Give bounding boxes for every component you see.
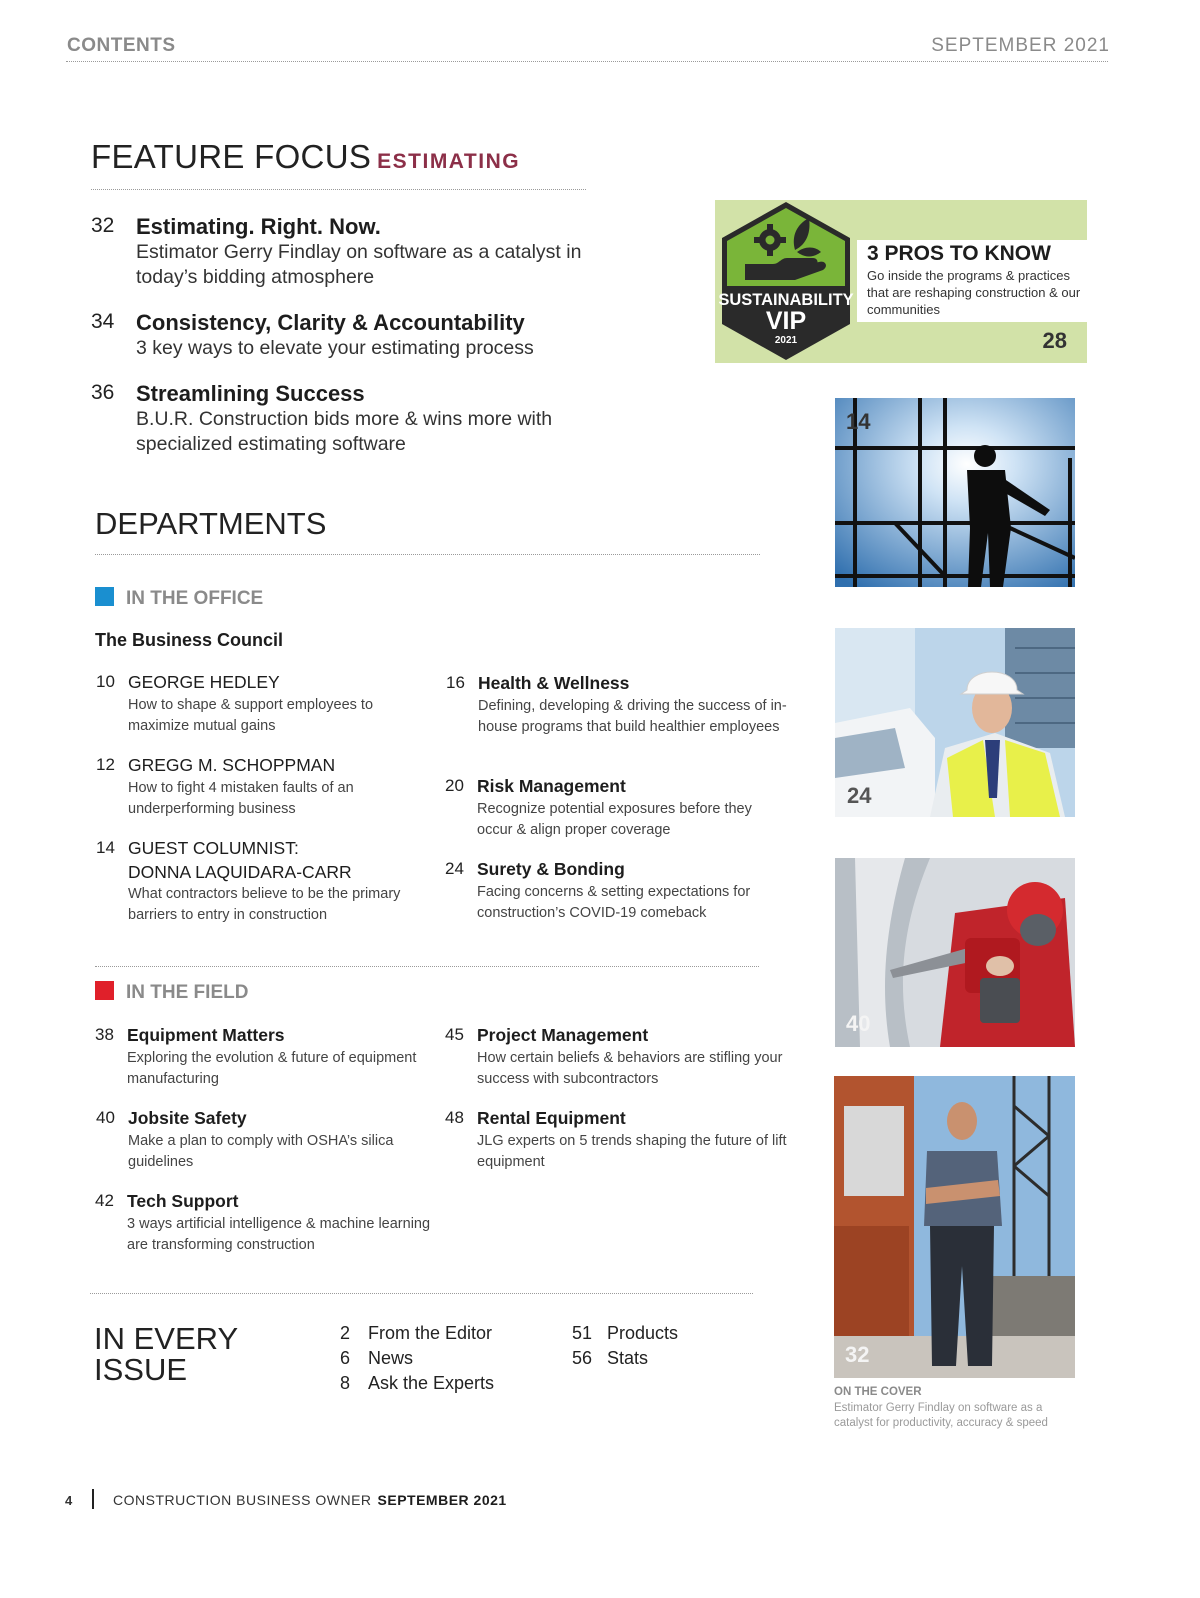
office-color-square — [95, 587, 114, 606]
feature-focus-label: FEATURE FOCUS — [91, 138, 372, 175]
feature-divider — [91, 189, 586, 190]
photo-page: 32 — [845, 1342, 870, 1367]
iei-line1: IN EVERY — [94, 1321, 239, 1356]
entry-page: 12 — [96, 755, 115, 774]
entry-desc: JLG experts on 5 trends shaping the future of lift equipment — [477, 1133, 787, 1170]
entry-title: Equipment Matters — [127, 1025, 285, 1045]
feature-desc: 3 key ways to elevate your estimating process — [136, 337, 534, 359]
entry-page: 16 — [446, 673, 465, 692]
departments-heading: DEPARTMENTS — [95, 506, 327, 541]
office-section-label: IN THE OFFICE — [126, 588, 264, 609]
field-section-label: IN THE FIELD — [126, 982, 249, 1003]
business-council-title: The Business Council — [95, 630, 284, 650]
entry-page: 14 — [96, 838, 115, 857]
cover-estimator-photo[interactable] — [834, 1076, 1075, 1378]
entry-desc: Facing concerns & setting expectations for construction’s COVID-19 comeback — [477, 884, 751, 921]
entry-title: GUEST COLUMNIST: — [128, 838, 299, 858]
iei-page: 56 — [572, 1348, 593, 1368]
iei-item[interactable] — [340, 1348, 413, 1369]
entry-page: 24 — [445, 859, 464, 878]
entry-title: Rental Equipment — [477, 1108, 626, 1128]
feature-page: 32 — [91, 214, 115, 237]
entry-title: Health & Wellness — [478, 673, 630, 693]
sustainability-promo[interactable] — [715, 200, 1087, 363]
promo-desc: Go inside the programs & practices that are reshaping construction & our communities — [867, 268, 1081, 317]
entry-page: 45 — [445, 1025, 464, 1044]
footer-publication — [113, 1492, 507, 1508]
feature-focus-heading — [91, 138, 520, 176]
entry-title: Tech Support — [127, 1191, 239, 1211]
cover-photo-icon — [834, 1076, 1075, 1378]
scaffold-photo-icon — [835, 398, 1075, 587]
footer-issue: SEPTEMBER 2021 — [377, 1492, 507, 1508]
feature-desc: B.U.R. Construction bids more & wins more with specialized estimating software — [136, 408, 553, 455]
entry-desc: 3 ways artificial intelligence & machine learning are transforming construction — [127, 1216, 431, 1253]
iei-title: Stats — [607, 1348, 649, 1368]
iei-title: From the Editor — [368, 1323, 493, 1343]
drill-photo-icon — [835, 858, 1075, 1047]
promo-title: 3 PROS TO KNOW — [867, 242, 1051, 265]
promo-page: 28 — [1042, 328, 1067, 353]
field-issue-divider — [90, 1293, 753, 1294]
entry-title: GREGG M. SCHOPPMAN — [128, 755, 336, 775]
feature-title: Streamlining Success — [136, 381, 365, 406]
entry-title: GEORGE HEDLEY — [128, 672, 280, 692]
footer-divider — [92, 1489, 94, 1509]
iei-title: News — [368, 1348, 414, 1368]
badge-year: 2021 — [774, 335, 798, 346]
badge-line2: VIP — [765, 307, 807, 335]
photo-page: 24 — [847, 783, 872, 808]
on-the-cover-label: ON THE COVER — [834, 1386, 922, 1398]
entry-page: 42 — [95, 1191, 114, 1210]
entry-page: 40 — [96, 1108, 115, 1127]
iei-page: 6 — [340, 1348, 351, 1368]
section-header: CONTENTS — [67, 35, 176, 56]
entry-page: 48 — [445, 1108, 464, 1127]
entry-page: 20 — [445, 776, 464, 795]
entry-title: Surety & Bonding — [477, 859, 625, 879]
iei-page: 8 — [340, 1373, 351, 1393]
departments-divider — [95, 554, 760, 555]
badge-line1: SUSTAINABILITY — [718, 291, 854, 309]
feature-desc: Estimator Gerry Findlay on software as a catalyst in today’s bidding atmosphere — [136, 241, 582, 288]
scaffold-worker-photo[interactable] — [835, 398, 1075, 587]
entry-title: Jobsite Safety — [128, 1108, 247, 1128]
office-field-divider — [95, 966, 759, 967]
entry-desc: Exploring the evolution & future of equipment manufacturing — [127, 1050, 417, 1087]
feature-page: 36 — [91, 381, 115, 404]
entry-desc: Defining, developing & driving the success of in-house programs that build healthier employees — [478, 698, 787, 735]
iei-item[interactable] — [572, 1348, 648, 1369]
entry-desc: What contractors believe to be the primary barriers to entry in construction — [128, 886, 401, 923]
photo-page: 40 — [846, 1011, 871, 1036]
iei-item[interactable] — [572, 1323, 678, 1344]
entry-title-line2: DONNA LAQUIDARA-CARR — [128, 862, 352, 882]
feature-page: 34 — [91, 310, 115, 333]
iei-page: 2 — [340, 1323, 351, 1343]
footer-page-number: 4 — [65, 1493, 73, 1508]
entry-desc: How to fight 4 mistaken faults of an underperforming business — [128, 780, 354, 817]
issue-date: SEPTEMBER 2021 — [931, 35, 1110, 56]
entry-desc: How certain beliefs & behaviors are stifling your success with subcontractors — [477, 1050, 783, 1087]
iei-item[interactable] — [340, 1373, 494, 1394]
iei-page: 51 — [572, 1323, 593, 1343]
publication-name: CONSTRUCTION BUSINESS OWNER — [113, 1492, 372, 1508]
entry-desc: Recognize potential exposures before they occur & align proper coverage — [477, 801, 752, 838]
entry-desc: Make a plan to comply with OSHA’s silica guidelines — [128, 1133, 394, 1170]
feature-title: Consistency, Clarity & Accountability — [136, 310, 525, 335]
feature-focus-topic: ESTIMATING — [377, 150, 521, 173]
in-every-issue-heading — [94, 1323, 238, 1385]
iei-item[interactable] — [340, 1323, 492, 1344]
on-the-cover-desc: Estimator Gerry Findlay on software as a catalyst for productivity, accuracy & speed — [834, 1402, 1048, 1429]
engineer-hardhat-photo[interactable] — [835, 628, 1075, 817]
drill-worker-photo[interactable] — [835, 858, 1075, 1047]
header-divider — [66, 61, 1108, 62]
iei-title: Products — [607, 1323, 679, 1343]
sustainability-badge-icon — [715, 198, 857, 364]
entry-desc: How to shape & support employees to maximize mutual gains — [128, 697, 374, 734]
feature-title: Estimating. Right. Now. — [136, 214, 381, 239]
entry-page: 10 — [96, 672, 115, 691]
field-color-square — [95, 981, 114, 1000]
entry-page: 38 — [95, 1025, 114, 1044]
iei-line2: ISSUE — [94, 1352, 188, 1387]
photo-page: 14 — [846, 409, 871, 434]
entry-title: Project Management — [477, 1025, 649, 1045]
entry-title: Risk Management — [477, 776, 626, 796]
iei-title: Ask the Experts — [368, 1373, 495, 1393]
